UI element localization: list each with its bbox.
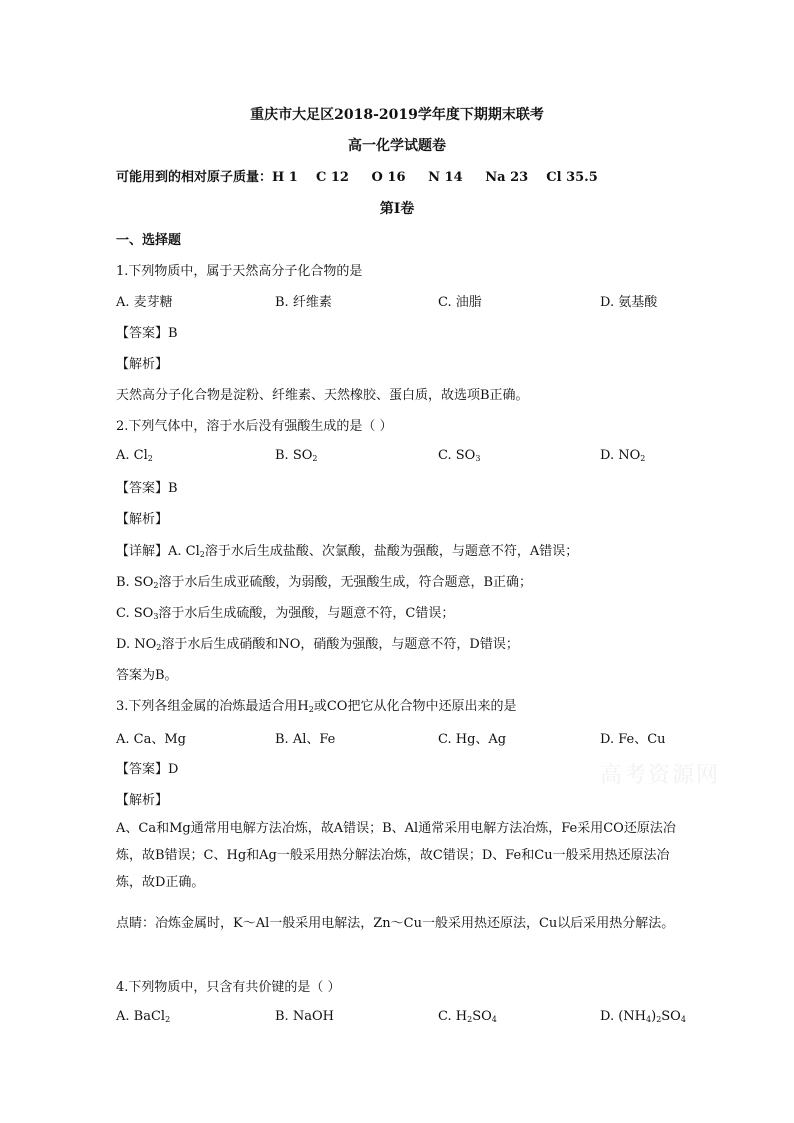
q2-detail-a: 【详解】A. $Cl_2$溶于水后生成盐酸、次氯酸，盐酸为强酸，与题意不符，A错误； [116, 544, 579, 559]
q1-option-c: C. 油脂 [438, 295, 482, 310]
q4-option-d: D. $(NH_4)_2SO_4$ [600, 1009, 686, 1024]
q1-option-b: B. 纤维素 [275, 295, 332, 310]
volume-heading: 第Ⅰ卷 [379, 201, 415, 217]
exam-title: 重庆市大足区2018-2019学年度下期期末联考 [250, 107, 544, 123]
q1-stem: 1.下列物质中，属于天然高分子化合物的是 [116, 264, 363, 279]
q3-option-b: B. Al、Fe [275, 732, 336, 747]
q4-stem: 4.下列物质中，只含有共价键的是（ ） [116, 980, 341, 995]
watermark: 高考资源网 [600, 763, 721, 788]
q2-option-c: C. $SO_3$ [438, 448, 481, 463]
q2-detail-c: C. $SO_3$溶于水后生成硫酸，为强酸，与题意不符，C错误； [116, 606, 455, 621]
q4-option-c: C. $H_2SO_4$ [438, 1009, 497, 1024]
q3-analysis-label: 【解析】 [116, 793, 169, 808]
q4-option-b: B. NaOH [275, 1009, 334, 1024]
q3-option-a: A. Ca、Mg [116, 732, 186, 747]
q2-detail-d: D. $NO_2$溶于水后生成硝酸和NO，硝酸为强酸，与题意不符，D错误； [116, 637, 519, 652]
q3-analysis: A、Ca和Mg通常用电解方法冶炼，故A错误；B、Al通常采用电解方法冶炼，Fe采用CO还原法冶炼，故B错误；C、Hg和Ag一般采用热分解法冶炼，故C错误；D、Fe和Cu一般采用热还原法冶炼，故D正确。 [116, 821, 676, 890]
q2-option-a: A. $Cl_2$ [116, 448, 153, 463]
q2-detail-b: B. $SO_2$溶于水后生成亚硫酸，为弱酸，无强酸生成，符合题意，B正确； [116, 575, 533, 590]
q2-option-b: B. $SO_2$ [275, 448, 318, 463]
q4-option-a: A. BaCl$_2$ [116, 1009, 171, 1024]
atomic-mass-line: 可能用到的相对原子质量：H 1 C 12 O 16 N 14 Na 23 Cl 35.5 [116, 170, 598, 185]
q1-option-d: D. 氨基酸 [600, 295, 658, 310]
q2-analysis-label: 【解析】 [116, 512, 169, 527]
q3-option-d: D. Fe、Cu [600, 732, 666, 747]
q2-answer: 【答案】B [116, 481, 178, 496]
q1-option-a: A. 麦芽糖 [116, 295, 173, 310]
exam-subtitle: 高一化学试题卷 [348, 138, 446, 154]
q3-tip: 点睛：冶炼金属时，K～Al一般采用电解法，Zn～Cu一般采用热还原法，Cu以后采用热分解法。 [116, 916, 675, 931]
q3-option-c: C. Hg、Ag [438, 732, 507, 747]
q1-answer: 【答案】B [116, 326, 178, 341]
q1-analysis: 天然高分子化合物是淀粉、纤维素、天然橡胶、蛋白质，故选项B正确。 [116, 388, 529, 403]
q3-stem: 3.下列各组金属的冶炼最适合用$H_2$或CO把它从化合物中还原出来的是 [116, 699, 517, 714]
section-heading: 一、选择题 [116, 233, 182, 248]
q3-answer: 【答案】D [116, 762, 179, 777]
q1-analysis-label: 【解析】 [116, 357, 169, 372]
q2-option-d: D. $NO_2$ [600, 448, 646, 463]
q2-stem: 2.下列气体中，溶于水后没有强酸生成的是（ ） [116, 419, 393, 434]
q2-conclusion: 答案为B。 [116, 668, 178, 683]
